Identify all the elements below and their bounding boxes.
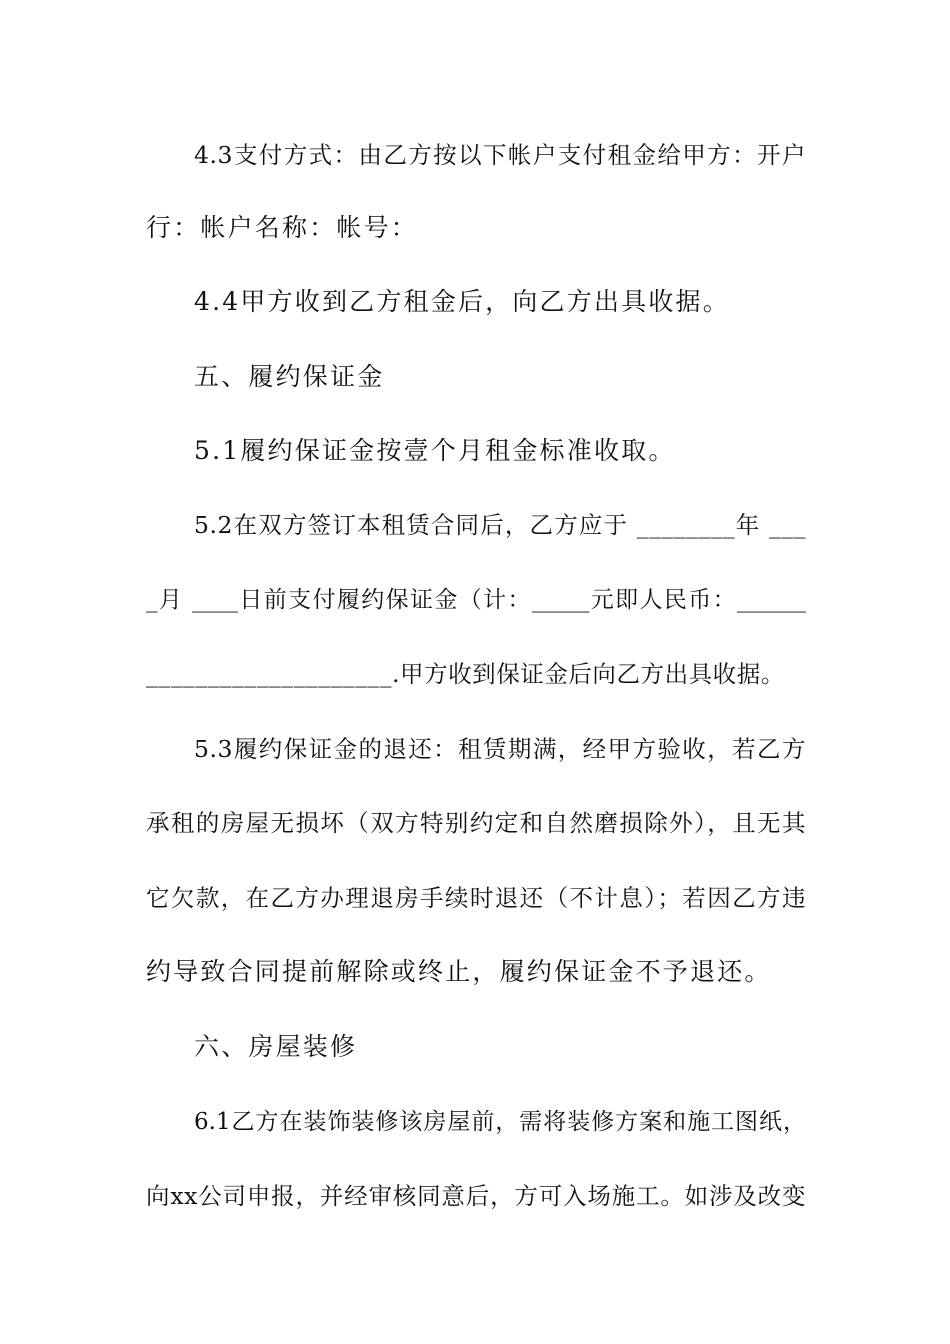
paragraph-5-3-line-4: 约导致合同提前解除或终止，履约保证金不予退还。: [146, 957, 772, 986]
paragraph-5-2-line-1: 5.2在双方签订本租赁合同后，乙方应于 ________年 ___: [194, 511, 806, 539]
paragraph-5-2-line-2: _月 ____日前支付履约保证金（计：_____元即人民币：______: [146, 587, 806, 613]
paragraph-6-1-line-1: 6.1乙方在装饰装修该房屋前，需将装修方案和施工图纸，: [194, 1109, 806, 1135]
paragraph-4-3-line-2: 行：帐户名称：帐号：: [146, 213, 419, 242]
paragraph-5-3-line-2: 承租的房屋无损坏（双方特别约定和自然磨损除外），且无其: [146, 809, 806, 837]
paragraph-6-1-line-2: 向xx公司申报，并经审核同意后，方可入场施工。如涉及改变: [146, 1182, 806, 1210]
paragraph-5-3-line-1: 5.3履约保证金的退还：租赁期满，经甲方验收，若乙方: [194, 735, 806, 763]
section-heading-5: 五、履约保证金: [194, 362, 385, 391]
paragraph-5-3-line-3: 它欠款，在乙方办理退房手续时退还（不计息）；若因乙方违: [146, 884, 806, 912]
paragraph-5-2-line-3: ____________________.甲方收到保证金后向乙方出具收据。: [146, 660, 785, 688]
section-heading-6: 六、房屋装修: [194, 1032, 358, 1061]
paragraph-5-1: 5.1履约保证金按壹个月租金标准收取。: [194, 436, 676, 465]
paragraph-4-4: 4.4甲方收到乙方租金后，向乙方出具收据。: [194, 287, 730, 316]
paragraph-4-3-line-1: 4.3支付方式：由乙方按以下帐户支付租金给甲方：开户: [194, 141, 806, 169]
